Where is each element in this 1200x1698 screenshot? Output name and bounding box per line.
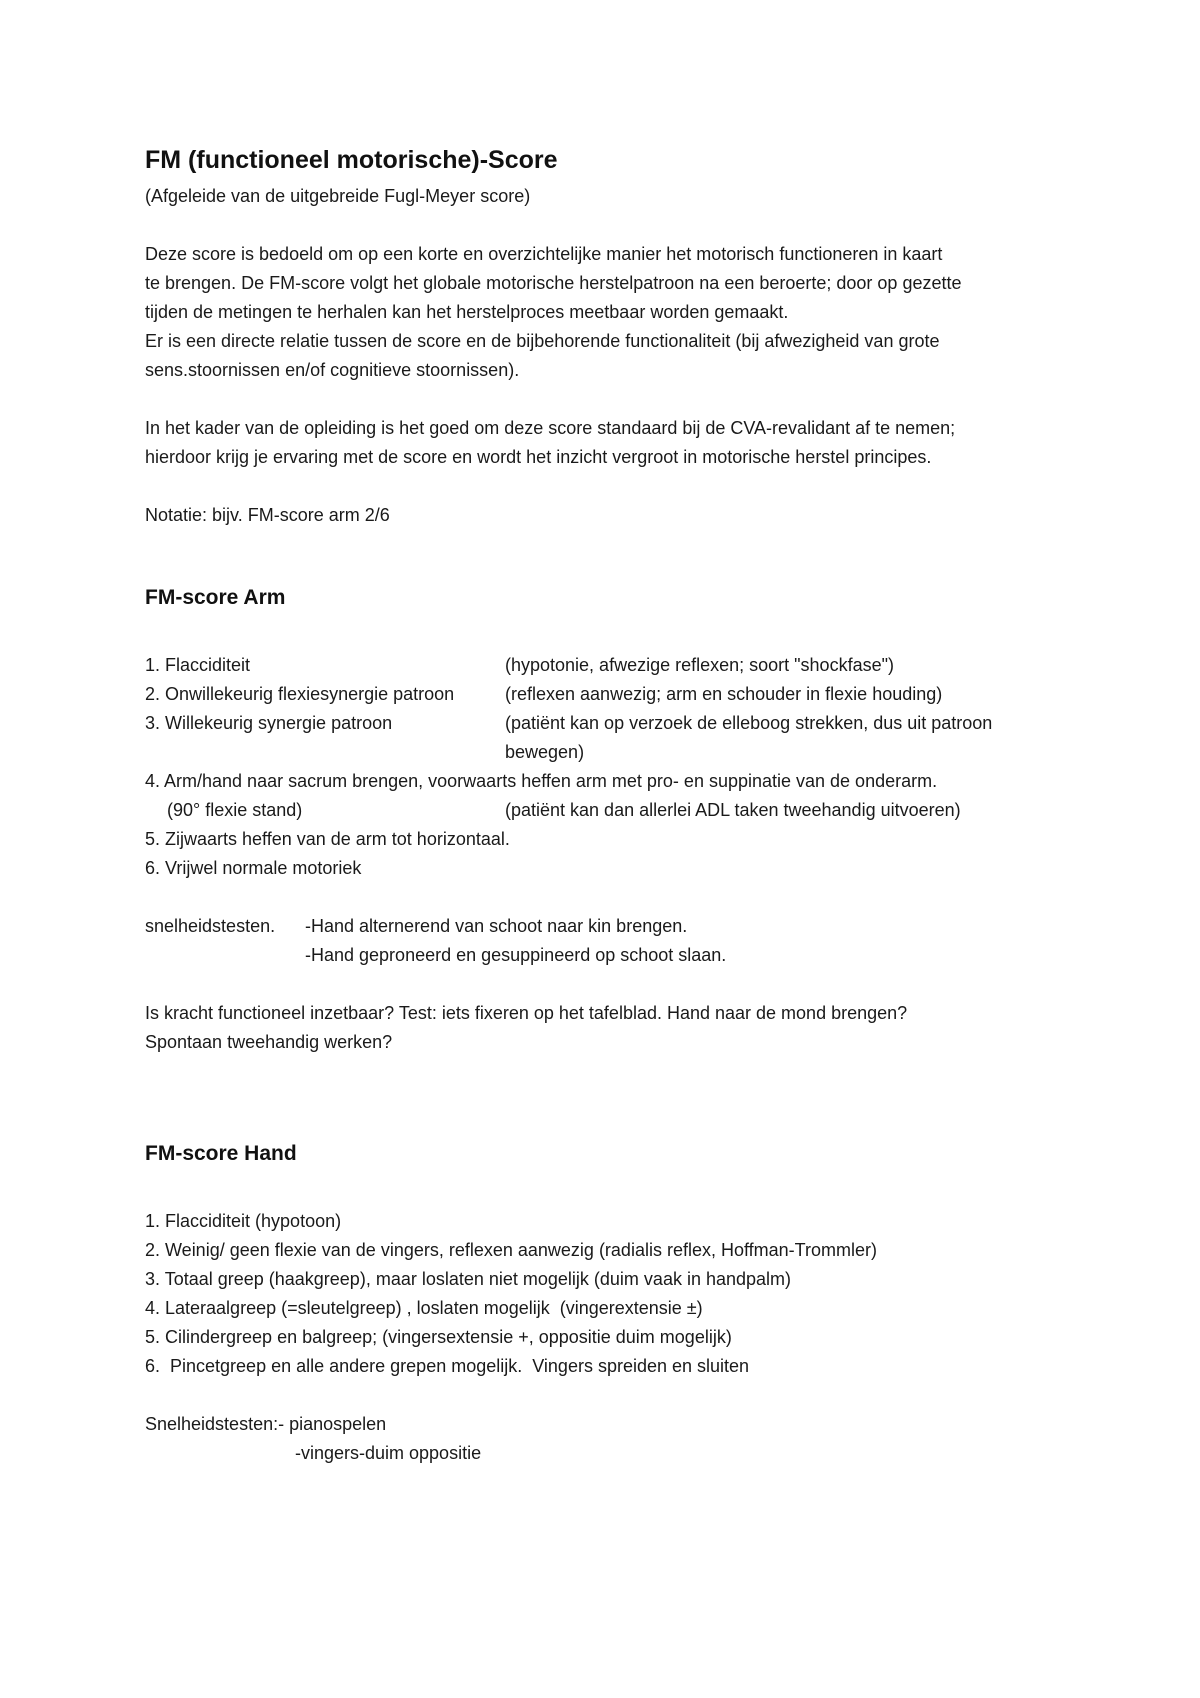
intro-line: tijden de metingen te herhalen kan het herstelproces meetbaar worden gemaakt. — [145, 302, 789, 322]
list-item: 2. Weinig/ geen flexie van de vingers, reflexen aanwezig (radialis reflex, Hoffman-Trommler) — [145, 1240, 877, 1260]
list-item: 4. Lateraalgreep (=sleutelgreep) , loslaten mogelijk (vingerextensie ±) — [145, 1298, 703, 1318]
list-item: 4. Arm/hand naar sacrum brengen, voorwaarts heffen arm met pro- en suppinatie van de onderarm. — [145, 771, 938, 791]
list-item — [145, 796, 1080, 825]
list-item: 1. Flacciditeit (hypotoon) — [145, 1211, 342, 1231]
arm-speed-tests — [145, 912, 1080, 970]
arm-score-list — [145, 651, 1080, 883]
list-item — [145, 680, 1080, 709]
context-line: In het kader van de opleiding is het goed om deze score standaard bij de CVA-revalidant af te nemen; — [145, 418, 956, 438]
document-content — [145, 140, 1080, 1468]
intro-line: Er is een directe relatie tussen de score en de bijbehorende functionaliteit (bij afwezigheid van grote — [145, 331, 940, 351]
item-label: (90° flexie stand) — [167, 800, 303, 820]
intro-line: Deze score is bedoeld om op een korte en overzichtelijke manier het motorisch functioneren in kaart — [145, 244, 943, 264]
list-item — [145, 738, 1080, 767]
speed-test-row — [145, 912, 1080, 941]
list-item — [145, 651, 1080, 680]
arm-questions — [145, 999, 1080, 1057]
speed-test-label: Snelheidstesten: — [145, 1414, 279, 1434]
speed-test-item: -Hand geproneerd en gesuppineerd op schoot slaan. — [305, 945, 727, 965]
item-label: 2. Onwillekeurig flexiesynergie patroon — [145, 684, 455, 704]
list-item: 3. Totaal greep (haakgreep), maar loslaten niet mogelijk (duim vaak in handpalm) — [145, 1269, 792, 1289]
context-paragraph — [145, 414, 1080, 472]
document-subtitle: (Afgeleide van de uitgebreide Fugl-Meyer score) — [145, 186, 531, 206]
spacer — [145, 941, 305, 970]
hand-speed-tests — [145, 1410, 1080, 1468]
speed-test-item: -Hand alternerend van schoot naar kin brengen. — [305, 916, 688, 936]
context-line: hierdoor krijg je ervaring met de score en wordt het inzicht vergroot in motorische herstel principes. — [145, 447, 932, 467]
list-item: 6. Vrijwel normale motoriek — [145, 858, 362, 878]
item-description: (patiënt kan dan allerlei ADL taken tweehandig uitvoeren) — [505, 800, 961, 820]
document-title: FM (functioneel motorische)-Score — [145, 146, 558, 174]
item-description: bewegen) — [505, 742, 585, 762]
list-item: 6. Pincetgreep en alle andere grepen mogelijk. Vingers spreiden en sluiten — [145, 1356, 750, 1376]
speed-test-item: -vingers-duim oppositie — [295, 1443, 482, 1463]
item-label: 1. Flacciditeit — [145, 655, 251, 675]
item-description: (patiënt kan op verzoek de elleboog strekken, dus uit patroon — [505, 713, 993, 733]
intro-line: sens.stoornissen en/of cognitieve stoornissen). — [145, 360, 520, 380]
list-item: 5. Zijwaarts heffen van de arm tot horizontaal. — [145, 829, 510, 849]
hand-section-heading: FM-score Hand — [145, 1142, 297, 1165]
question-line: Spontaan tweehandig werken? — [145, 1032, 393, 1052]
speed-test-row — [145, 1410, 1080, 1439]
arm-section-heading: FM-score Arm — [145, 586, 286, 609]
question-line: Is kracht functioneel inzetbaar? Test: iets fixeren op het tafelblad. Hand naar de mond brengen? — [145, 1003, 908, 1023]
intro-paragraph — [145, 240, 1080, 385]
speed-test-item: - pianospelen — [278, 1414, 387, 1434]
speed-test-row — [145, 1439, 1080, 1468]
hand-score-list — [145, 1207, 1080, 1381]
list-item: 5. Cilindergreep en balgreep; (vingersextensie +, oppositie duim mogelijk) — [145, 1327, 732, 1347]
intro-line: te brengen. De FM-score volgt het globale motorische herstelpatroon na een beroerte; door op gezette — [145, 273, 962, 293]
list-item — [145, 709, 1080, 738]
item-label: 3. Willekeurig synergie patroon — [145, 713, 393, 733]
spacer — [145, 1439, 295, 1468]
item-description: (reflexen aanwezig; arm en schouder in flexie houding) — [505, 684, 943, 704]
notation-line: Notatie: bijv. FM-score arm 2/6 — [145, 505, 390, 525]
item-description: (hypotonie, afwezige reflexen; soort "shockfase") — [505, 655, 894, 675]
speed-test-label: snelheidstesten. — [145, 916, 276, 936]
item-label — [145, 738, 505, 767]
speed-test-row — [145, 941, 1080, 970]
